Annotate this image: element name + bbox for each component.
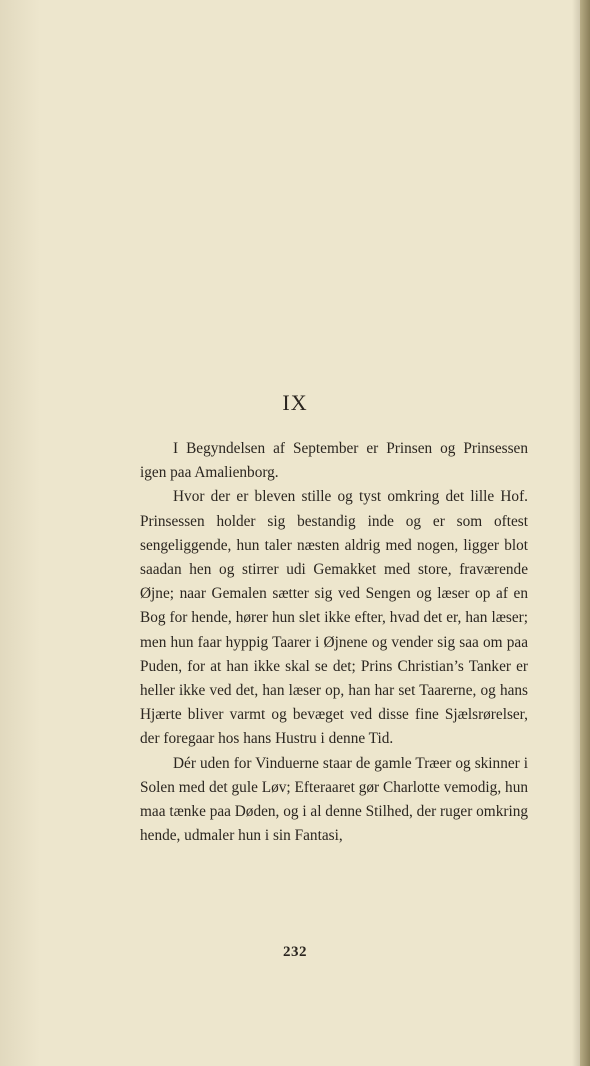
body-text — [140, 437, 528, 848]
paragraph-2: Hvor der er bleven stille og tyst omkring det lille Hof. Prinsessen holder sig bestandig inde og er som oftest sengeliggende, hun taler næsten aldrig med nogen, ligger blot saadan hen og stirrer udi Gemakket med store, fraværende Øjne; naar Gemalen sætter sig ved Sengen og læser op af en Bog for hende, hører hun slet ikke efter, hvad det er, han læser; men hun faar hyppig Taarer i Øjnene og vender sig saa om paa Puden, for at han ikke skal se det; Prins Christian’s Tanker er heller ikke ved det, han læser op, han har set Taarerne, og hans Hjærte bliver varmt og bevæget ved disse fine Sjælsrørelser, der foregaar hos hans Hustru i denne Tid. — [140, 488, 528, 748]
paragraph-1: I Begyndelsen af September er Prinsen og Prinsessen igen paa Amalienborg. — [140, 440, 528, 482]
paragraph-3: Dér uden for Vinduerne staar de gamle Træer og skinner i Solen med det gule Løv; Efteraaret gør Charlotte vemodig, hun maa tænke paa Døden, og i al denne Stilhed, der ruger omkring hende, udmaler hun i sin Fantasi, — [140, 754, 528, 845]
page-number: 232 — [283, 944, 307, 960]
chapter-heading: IX — [282, 390, 308, 415]
page-edge — [580, 0, 590, 1066]
